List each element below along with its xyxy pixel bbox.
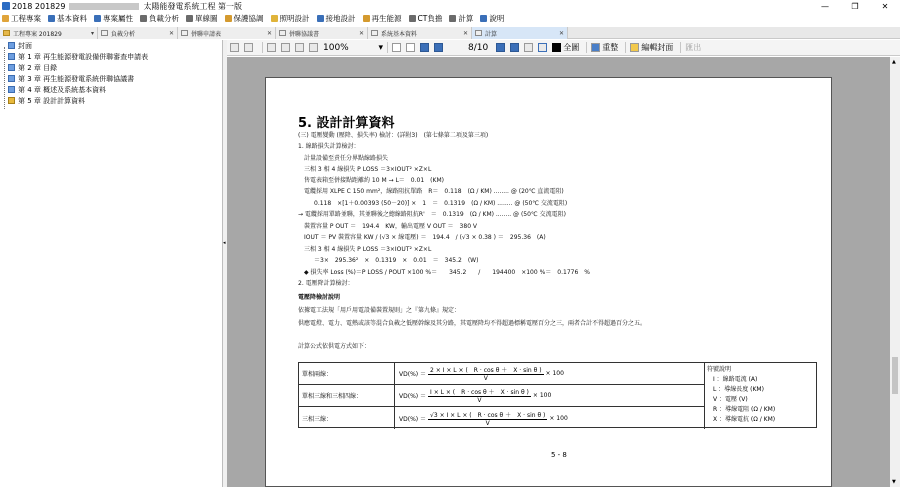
export-button[interactable]: 匯出: [685, 43, 702, 52]
book-icon: [8, 53, 15, 60]
tree-connector: [4, 47, 5, 109]
menu-icon: [2, 15, 9, 22]
doc-line-17: 計算公式依供電方式如下：: [298, 343, 371, 350]
save-icon[interactable]: [244, 43, 255, 53]
menu-item-2[interactable]: 專案屬性: [94, 13, 133, 24]
document-icon: [475, 30, 482, 36]
menu-icon: [480, 15, 487, 22]
panel-splitter[interactable]: ◂: [223, 40, 227, 487]
book-icon: [8, 42, 15, 49]
document-icon: [181, 30, 188, 36]
formula-row-single-phase-2w: 單相兩線： VD(%) ＝ $\frac{\text{2 × I × L × ( R · cos θ ＋ X · sin θ )}}{V}$ × 100: [299, 363, 704, 385]
menu-icon: [363, 15, 370, 22]
print-setup-icon[interactable]: [281, 43, 292, 53]
viewer-scrollbar[interactable]: ▲ ▼: [890, 57, 900, 487]
open-icon[interactable]: [230, 43, 241, 53]
close-button[interactable]: ✕: [881, 1, 889, 11]
doc-line-16: 供應電燈、電力、電熱或該等混合負載之低壓幹線及其分路，其電壓降均不得超過標稱電壓百分之三，兩者合計不得超過百分之五。: [298, 320, 647, 327]
document-icon: [371, 30, 378, 36]
menu-item-6[interactable]: 照明設計: [271, 13, 310, 24]
hand-tool-icon[interactable]: [538, 43, 549, 53]
section-heading: 5. 設計計算資料: [298, 116, 395, 131]
prev-page-icon[interactable]: [434, 43, 445, 53]
window-title-suffix: 太陽能發電系統工程 第一版: [143, 1, 242, 11]
menu-item-7[interactable]: 接地設計: [317, 13, 356, 24]
book-icon: [8, 75, 15, 82]
doc-line-3: 三相 3 相 4 線損失 P LOSS ＝3×IOUT² ×Z×L: [304, 166, 432, 173]
document-page: [265, 77, 832, 487]
symbol-legend: 符號說明 I ：線路電流 (A) L ：導線長度 (KM) V ：電壓 (V) R ：導線電阻 (Ω / KM) X ：導線電抗 (Ω / KM): [707, 366, 776, 423]
search-icon[interactable]: [295, 43, 306, 53]
zoom-select[interactable]: 100% ▾: [323, 42, 383, 53]
menu-icon: [94, 15, 101, 22]
formula-table: [298, 362, 817, 428]
doc-line-2: 計量設備至責任分界點線路損失: [304, 155, 389, 162]
page-number: 5 - 8: [551, 451, 567, 459]
tab-calculation[interactable]: 計算 ✕: [472, 27, 568, 39]
redacted-title-block: [69, 3, 139, 10]
tab-close-icon[interactable]: ▾: [90, 29, 94, 37]
folder-icon: [3, 30, 10, 36]
menu-icon: [140, 15, 147, 22]
edit-cover-button[interactable]: 編輯封面: [630, 43, 673, 53]
menu-item-1[interactable]: 基本資料: [48, 13, 87, 24]
redraw-button[interactable]: 重整: [591, 43, 618, 53]
doc-line-7: → 電纜採用單路並聯，其並聯後之總線路阻抗R' ＝ 0.1319 (Ω / KM) ........ @ (50℃ 交流電阻): [298, 211, 566, 218]
tab-project[interactable]: 工程專案 201829 ▾: [0, 27, 98, 39]
menu-icon: [48, 15, 55, 22]
print-icon[interactable]: [267, 43, 278, 53]
document-icon: [279, 30, 286, 36]
menu-item-5[interactable]: 保護協調: [225, 13, 264, 24]
refresh-icon[interactable]: [524, 43, 535, 53]
menu-icon: [271, 15, 278, 22]
formula-row-three-phase-3w: 三相三線： VD(%) ＝ $\frac{\text{√3 × I × L × ( R · cos θ ＋ X · sin θ )}}{V}$ × 100: [299, 407, 704, 429]
fullscreen-button[interactable]: 全圖: [552, 43, 579, 53]
doc-line-1: 1. 線路損失計算檢討：: [298, 143, 360, 150]
tab-close-icon[interactable]: ✕: [462, 29, 468, 37]
doc-line-11: ＝3× 295.36² × 0.1319 × 0.01 ＝ 345.2 (W): [314, 257, 479, 264]
formula-row-single-phase-3w: 單相三線和三相四線： VD(%) ＝ $\frac{\text{I × L × ( R · cos θ ＋ X · sin θ )}}{V}$ × 100: [299, 385, 704, 407]
tree-item-chapter-2[interactable]: 第 2 章 目錄: [0, 62, 222, 73]
tab-close-icon[interactable]: ✕: [358, 29, 364, 37]
menu-item-3[interactable]: 負載分析: [140, 13, 179, 24]
last-page-icon[interactable]: [510, 43, 521, 53]
document-icon: [101, 30, 108, 36]
scrollbar-thumb[interactable]: [892, 357, 898, 394]
menu-item-4[interactable]: 單線圖: [186, 13, 218, 24]
doc-line-9: IOUT ＝ PV 裝置容量 KW / (√3 × 線電壓) ＝ 194.4 / (√3 × 0.38 ) ＝ 295.36 (A): [304, 234, 546, 241]
tree-item-chapter-4[interactable]: 第 4 章 概述及系統基本資料: [0, 84, 222, 95]
menu-bar: [0, 12, 900, 24]
doc-line-15: 依據電工法規「用戶用電設備裝置規則」之『第九條』規定：: [298, 307, 461, 314]
doc-line-14: 電壓降檢討說明: [298, 294, 341, 301]
tree-item-chapter-5[interactable]: 第 5 章 設計計算資料: [0, 95, 222, 106]
page-indicator[interactable]: 8/10: [468, 42, 489, 53]
menu-icon: [449, 15, 456, 22]
menu-item-8[interactable]: 再生能源: [363, 13, 402, 24]
tree-item-chapter-3[interactable]: 第 3 章 再生能源發電系統併聯協議書: [0, 73, 222, 84]
doc-line-6: 0.118 ×[1＋0.00393 (50－20)] × 1 ＝ 0.1319 (Ω / KM) ........ @ (50℃ 交流電阻): [314, 200, 568, 207]
first-page-icon[interactable]: [420, 43, 431, 53]
app-icon: [2, 2, 10, 10]
next-page-icon[interactable]: [496, 43, 507, 53]
multi-page-icon[interactable]: [406, 43, 417, 53]
tab-agreement[interactable]: 併聯協議書 ✕: [276, 27, 368, 39]
document-tab-bar: [0, 27, 900, 39]
tree-item-cover[interactable]: 封面: [0, 40, 222, 51]
tree-item-chapter-1[interactable]: 第 1 章 再生能源發電設備併聯審查申請表: [0, 51, 222, 62]
zoom-icon[interactable]: [309, 43, 320, 53]
chapter-tree: [0, 40, 223, 487]
tab-close-icon[interactable]: ✕: [266, 29, 272, 37]
tab-close-icon[interactable]: ✕: [168, 29, 174, 37]
menu-item-10[interactable]: 計算: [449, 13, 473, 24]
menu-icon: [317, 15, 324, 22]
viewer-toolbar: [227, 40, 900, 56]
tab-application-form[interactable]: 併聯申請表 ✕: [178, 27, 276, 39]
tab-system-data[interactable]: 系統基本資料 ✕: [368, 27, 472, 39]
doc-line-8: 裝置容量 P OUT ＝ 194.4 KW，輸出電壓 V OUT ＝ 380 V: [304, 223, 478, 230]
doc-line-13: 2. 電壓降計算檢討：: [298, 280, 354, 287]
maximize-button[interactable]: ❐: [851, 1, 859, 11]
tab-load-analysis[interactable]: 負載分析 ✕: [98, 27, 178, 39]
book-icon: [8, 86, 15, 93]
minimize-button[interactable]: —: [821, 1, 829, 11]
book-icon: [8, 97, 15, 104]
title-bar: [0, 0, 900, 12]
doc-line-4: 售電表箱至併接點距離約 10 M → L＝ 0.01 (KM): [304, 177, 444, 184]
book-icon: [8, 64, 15, 71]
menu-icon: [186, 15, 193, 22]
doc-line-12: ◆ 損失率 Loss (%)＝P LOSS / POUT ×100 %＝ 345.2 / 194400 ×100 %＝ 0.1776 %: [304, 269, 590, 276]
window-title-prefix: 2018 201829: [12, 1, 66, 11]
menu-item-9[interactable]: CT負擔: [409, 13, 443, 24]
tab-close-icon[interactable]: ✕: [558, 29, 564, 37]
single-page-icon[interactable]: [392, 43, 403, 53]
doc-line-5: 電纜採用 XLPE C 150 mm²，線路阻抗單路 R＝ 0.118 (Ω / KM) ........ @ (20℃ 直流電阻): [304, 188, 564, 195]
menu-icon: [409, 15, 416, 22]
doc-line-0: (三) 電壓變動 (壓降、損失率) 檢討：(詳附3) (第七條第二項及第三項): [298, 132, 489, 139]
menu-item-0[interactable]: 工程專案: [2, 13, 41, 24]
menu-icon: [225, 15, 232, 22]
doc-line-10: 三相 3 相 4 線損失 P LOSS ＝3×IOUT² ×Z×L: [304, 246, 432, 253]
menu-item-11[interactable]: 說明: [480, 13, 504, 24]
